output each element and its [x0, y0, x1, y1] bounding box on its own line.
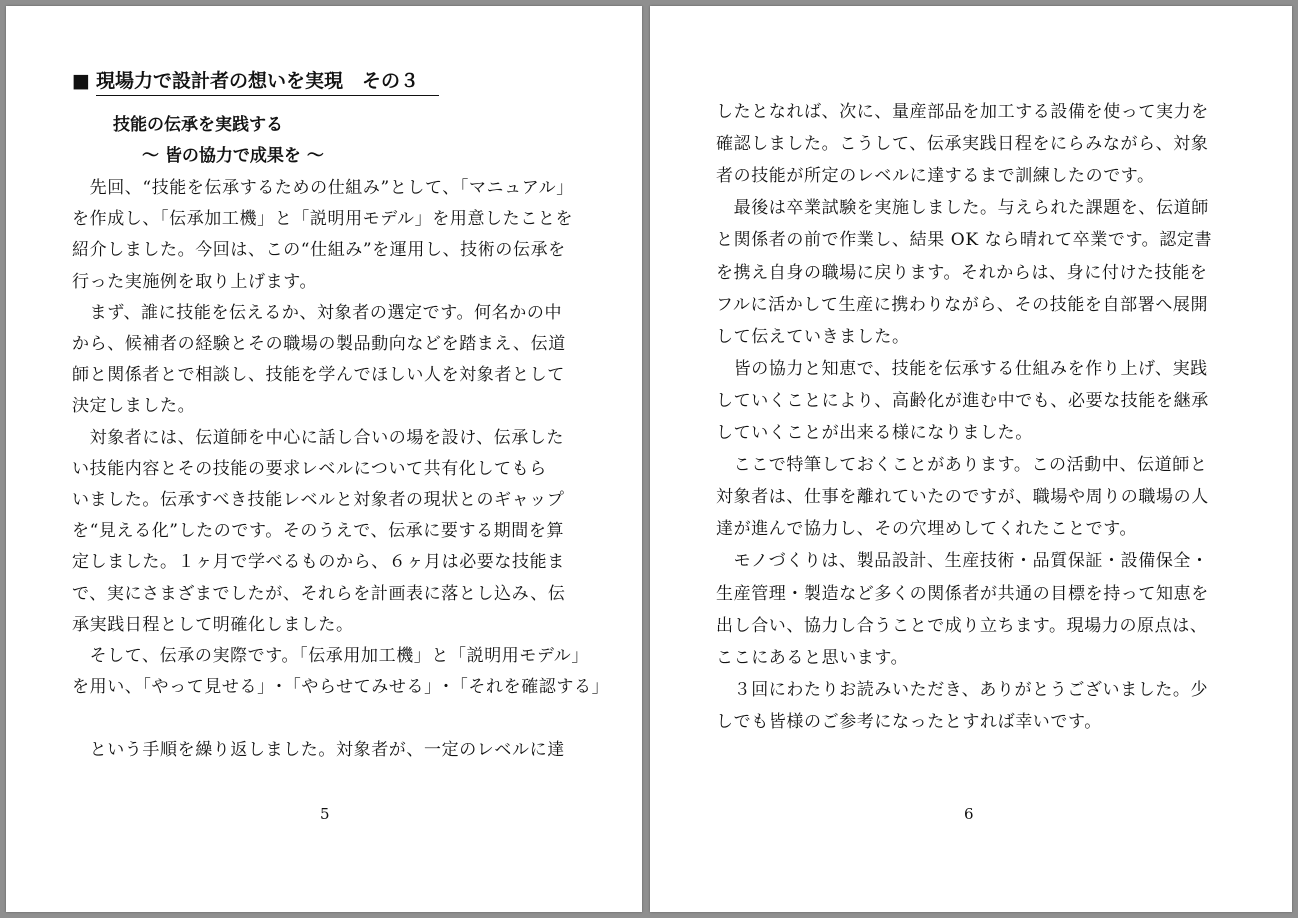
text-line: 生産管理・製造など多くの関係者が共通の目標を持って知恵を [716, 583, 1209, 604]
text-line: フルに活かして生産に携わりながら、その技能を自部署へ展開 [716, 294, 1209, 315]
text-line: という手順を繰り返しました。対象者が、一定のレベルに達 [72, 739, 565, 760]
text-line: 達が進んで協力し、その穴埋めしてくれたことです。 [716, 519, 1138, 540]
text-line: 者の技能が所定のレベルに達するまで訓練したのです。 [716, 166, 1155, 187]
text-line: を“見える化”したのです。そのうえで、伝承に要する期間を算 [72, 521, 565, 542]
text-line: したとなれば、次に、量産部品を加工する設備を使って実力を [716, 102, 1209, 122]
text-line: いました。伝承すべき技能レベルと対象者の現状とのギャップ [72, 490, 565, 510]
text-line: 対象者には、伝道師を中心に話し合いの場を設け、伝承した [72, 427, 565, 448]
text-line: そして、伝承の実際です。「伝承用加工機」と「説明用モデル」 [72, 646, 589, 666]
text-line: で、実にさまざまでしたが、それらを計画表に落とし込み、伝 [72, 583, 566, 604]
text-line: ここで特筆しておくことがあります。この活動中、伝道師と [716, 455, 1208, 476]
article-heading [72, 68, 439, 96]
text-line: 最後は卒業試験を実施しました。与えられた課題を、伝道師 [716, 198, 1209, 219]
text-line: から、候補者の経験とその職場の製品動向などを踏まえ、伝道 [72, 334, 566, 354]
heading-square-marker: ■ [72, 70, 90, 92]
text-line: していくことが出来る様になりました。 [716, 423, 1033, 443]
heading-text: 現場力で設計者の想いを実現 その３ [96, 68, 439, 96]
text-line: い技能内容とその技能の要求レベルについて共有化してもら [72, 458, 547, 479]
right-page [650, 6, 1292, 912]
page-number-left: 5 [320, 805, 330, 823]
text-line: 紹介しました。今回は、この“仕組み”を運用し、技術の伝承を [72, 240, 566, 261]
text-line: を作成し、「伝承加工機」と「説明用モデル」を用意したことを [72, 209, 574, 230]
page-number-right: 6 [964, 805, 974, 823]
text-line: して伝えていきました。 [716, 326, 910, 347]
text-line: を用い、「やって見せる」･「やらせてみせる」･「それを確認する」 [72, 677, 610, 698]
text-line: 対象者は、仕事を離れていたのですが、職場や周りの職場の人 [716, 487, 1209, 508]
text-line: まず、誰に技能を伝えるか、対象者の選定です。何名かの中 [72, 302, 563, 323]
text-line: と関係者の前で作業し、結果 OK なら晴れて卒業です。認定書 [716, 230, 1213, 251]
text-line: していくことにより、高齢化が進む中でも、必要な技能を継承 [716, 390, 1209, 411]
text-line: 師と関係者とで相談し、技能を学んでほしい人を対象者として [72, 365, 565, 386]
text-line: 出し合い、協力し合うことで成り立ちます。現場力の原点は、 [716, 615, 1208, 636]
text-line: 先回、“技能を伝承するための仕組み”として、「マニュアル」 [72, 178, 574, 198]
left-page [6, 6, 642, 912]
text-line: 皆の協力と知恵で、技能を伝承する仕組みを作り上げ、実践 [716, 358, 1208, 379]
text-line: 定しました。１ヶ月で学べるものから、６ヶ月は必要な技能ま [72, 552, 565, 573]
text-line: しでも皆様のご参考になったとすれば幸いです。 [716, 711, 1102, 732]
text-line: ３回にわたりお読みいただき、ありがとうございました。少 [716, 679, 1209, 700]
text-line: 行った実施例を取り上げます。 [72, 271, 318, 292]
text-line: 確認しました。こうして、伝承実践日程をにらみながら、対象 [716, 134, 1209, 155]
text-line: 決定しました。 [72, 396, 196, 417]
text-line: を携え自身の職場に戻ります。それからは、身に付けた技能を [716, 262, 1208, 283]
subtitle-secondary: ～ 皆の協力で成果を ～ [142, 146, 324, 166]
subtitle-primary: 技能の伝承を実践する [113, 115, 283, 135]
text-line: ここにあると思います。 [716, 647, 909, 668]
text-line: 承実践日程として明確化しました。 [72, 614, 354, 635]
text-line: モノづくりは、製品設計、生産技術・品質保証・設備保全・ [716, 551, 1209, 572]
